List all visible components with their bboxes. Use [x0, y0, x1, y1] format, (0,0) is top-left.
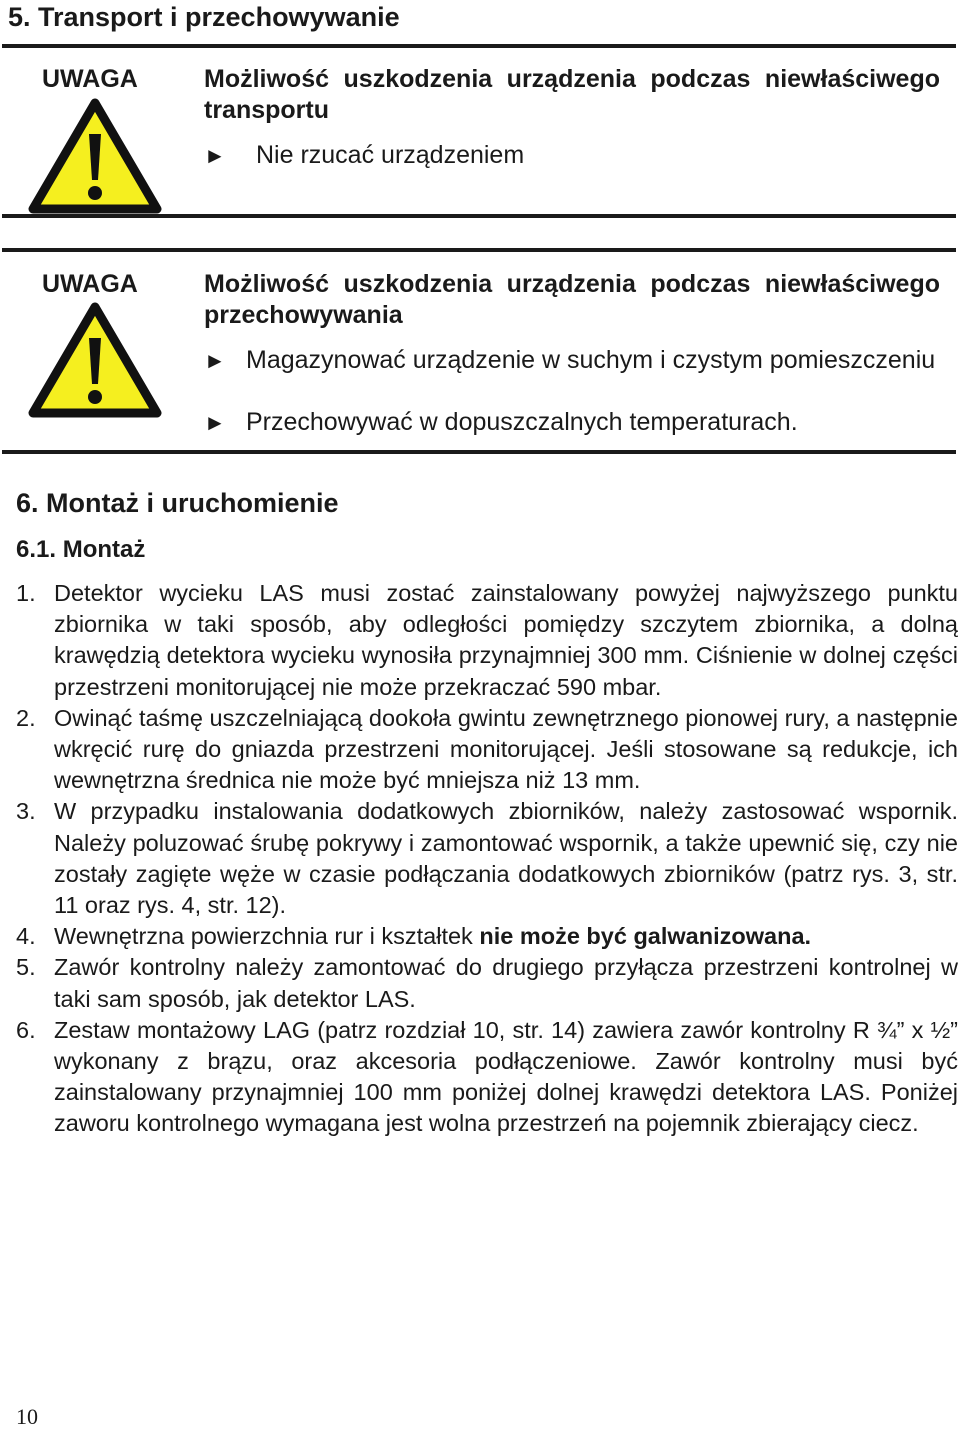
warning-label: UWAGA	[42, 270, 138, 298]
warning-triangle-icon	[28, 302, 162, 418]
divider	[2, 44, 956, 48]
page-number: 10	[16, 1404, 38, 1429]
list-item: 4. Wewnętrzna powierzchnia rur i kształtek nie może być galwanizowana.	[16, 923, 812, 950]
warning-label: UWAGA	[42, 65, 138, 93]
list-item: 3. W przypadku instalowania dodatkowych zbiorników, należy zastosować wspornik. Należy poluzować śrubę pokrywy i zamontować wspornik, a także upewnić się, czy nie zostały zagięte węże w czasie podłączania dodatkowych zbiorników (patrz rys. 3, str. 11 oraz rys. 4, str. 12).	[16, 798, 958, 919]
list-item: 2. Owinąć taśmę uszczelniającą dookoła gwintu zewnętrznego pionowej rury, a następnie wkręcić rurę do gniazda przestrzeni monitorującej. Jeśli stosowane są redukcje, ich wewnętrzna średnica nie może być mniejsza niż 13 mm.	[16, 704, 958, 794]
section-6-1-title: 6.1. Montaż	[16, 536, 146, 563]
bullet-arrow-icon: ►	[204, 348, 226, 373]
list-item: 1. Detektor wycieku LAS musi zostać zainstalowany powyżej najwyższego punktu zbiornika w taki sposób, aby odległości pomiędzy szczytem zbiornika, a dolną krawędzią detektora wycieku wynosiła przynajmniej 300 mm. Ciśnienie w dolnej części przestrzeni monitorującej nie może przekraczać 590 mbar.	[16, 580, 958, 700]
warning-bullet: ► Przechowywać w dopuszczalnych temperaturach.	[204, 408, 798, 436]
warning-title: Możliwość uszkodzenia urządzenia podczas niewłaściwego transportu	[204, 65, 940, 124]
warning-bullet: ► Magazynować urządzenie w suchym i czystym pomieszczeniu	[204, 346, 936, 374]
bullet-arrow-icon: ►	[204, 143, 226, 168]
list-item: 5. Zawór kontrolny należy zamontować do drugiego przyłącza przestrzeni kontrolnej w taki sam sposób, jak detektor LAS.	[16, 954, 958, 1012]
bullet-arrow-icon: ►	[204, 410, 226, 435]
emphasis-text: nie może być galwanizowana.	[479, 923, 812, 950]
divider	[2, 450, 956, 454]
section-5-title: 5. Transport i przechowywanie	[8, 2, 400, 32]
divider	[2, 214, 956, 218]
warning-triangle-icon	[28, 98, 162, 214]
list-item: 6. Zestaw montażowy LAG (patrz rozdział 10, str. 14) zawiera zawór kontrolny R ¾” x ½” wykonany z brązu, oraz akcesoria podłączeniowe. Zawór kontrolny musi być zainstalowany przynajmniej 100 mm poniżej dolnej krawędzi detektora LAS. Poniżej zaworu kontrolnego wymagana jest wolna przestrzeń na pojemnik zbierający ciecz.	[16, 1016, 958, 1137]
installation-steps	[16, 578, 958, 1140]
warning-title: Możliwość uszkodzenia urządzenia podczas niewłaściwego przechowywania	[204, 270, 940, 329]
section-6-title: 6. Montaż i uruchomienie	[16, 488, 339, 518]
warning-bullet: ► Nie rzucać urządzeniem	[204, 141, 525, 169]
divider	[2, 248, 956, 252]
